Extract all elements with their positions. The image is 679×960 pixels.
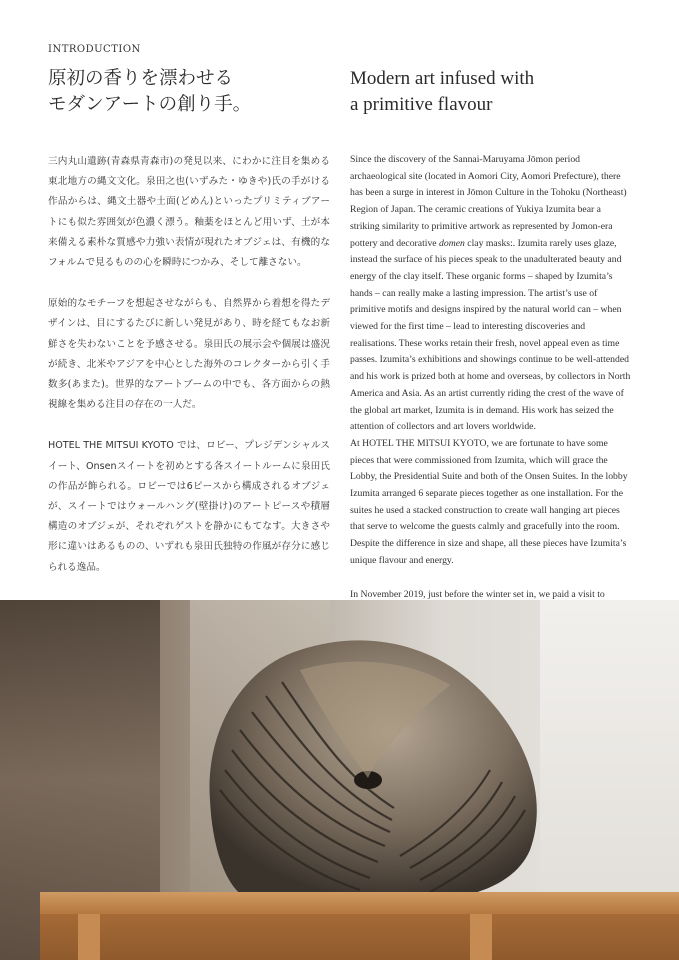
title-english [350,66,650,118]
japanese-column [48,152,330,660]
jp-paragraph-1: 三内丸山遺跡(青森県青森市)の発見以来、にわかに注目を集める東北地方の縄文文化。泉田之也(いずみた・ゆきや)氏の手がける作品からは、縄文土器や土面(どめん)といったプリミティブアートにも似た雰囲気が色濃く漂う。釉薬をほとんど用いず、土が本来備える素朴な質感や力強い表情が現れたオブジェは、有機的なフォルムで見るものの心を瞬時につかみ、そして離さない。 [48,156,330,269]
en-paragraph-3: In November 2019, just before the winter set in, we paid a visit to [350,588,605,600]
en-paragraph-2: At HOTEL THE MITSUI KYOTO, we are fortunate to have some pieces that were commissioned from Izumita, which will grace the Lobby, the Presidential Suite and both of the Onsen Suites. In the lobby Izumita arranged 6 separate pieces together as one installation. For the suites he used a stacked construction to create wall hanging art pieces that serve to welcome the guests calmly and gracefully into the room. Despite the difference in size and shape, all these pieces have Izumita’s unique flavour and energy. [350,437,628,566]
en-paragraph-1 [350,152,632,436]
title-jp-line-1: 原初の香りを漂わせる [48,68,234,89]
table-top [40,892,679,914]
en-p1-text-a: Since the discovery of the Sannai-Maruyama Jōmon period archaeological site (located in Aomori City, Aomori Prefecture), there has been a surge in interest in Jōmon Culture in the Tohoku (Northeast) Region of Japan. The ceramic creations of Yukiya Izumita bear a striking similarity to primitive artwork as represented by Jomon-era pottery and decorative [350,154,627,249]
title-en-line-1: Modern art infused with [350,68,535,89]
title-japanese [48,66,338,118]
title-jp-line-2: モダンアートの創り手。 [48,94,252,115]
english-column [350,152,632,620]
table-front [40,914,679,960]
sculpture-photo [0,600,679,960]
jp-paragraph-3: HOTEL THE MITSUI KYOTO では、ロビー、プレジデンシャルスイート、Onsenスイートを初めとする各スイートルームに泉田氏の作品が飾られる。ロビーでは6ピースから構成されるオブジェが、スイートではウォールハング(壁掛け)のアートピースや積層構造のオブジェが、それぞれゲストを静かにもてなす。大きさや形に違いはあるものの、いずれも泉田氏独特の作風が存分に感じられる逸品。 [48,440,330,573]
table-leg-right [470,914,492,960]
table-leg-left [78,914,100,960]
en-p1-text-b: clay masks:. Izumita rarely uses glaze, instead the surface of his pieces speak to the unadulterated beauty and energy of the clay itself. These organic forms – shaped by Izumita’s hands – can really make a lasting impression. The artist’s use of primitive motifs and designs inspired by the natural world can – when viewed for the first time – lead to interesting discoveries and realisations. These works retain their fresh, novel appeal even as time passes. Izumita’s exhibitions and showings continue to be well-attended and his work is prized both at home and overseas, by collectors in North America and Asia. As an artist currently riding the crest of the wave of the global art market, Izumita is in demand. His work has seized the attention of collectors and art lovers worldwide. [350,237,631,433]
en-p1-italic: domen [439,237,465,249]
title-en-line-2: a primitive flavour [350,94,493,115]
jp-paragraph-2: 原始的なモチーフを想起させながらも、自然界から着想を得たデザインは、目にするたびに新しい発見があり、時を経てもなお新鮮さを失わないことを予感させる。泉田氏の展示会や個展は盛況が続き、北米やアジアを中心とした海外のコレクターから引く手数多(あまた)。世界的なアートブームの中でも、各方面からの熱視線を集める注目の存在の一人だ。 [48,298,330,411]
section-label: INTRODUCTION [48,44,141,55]
